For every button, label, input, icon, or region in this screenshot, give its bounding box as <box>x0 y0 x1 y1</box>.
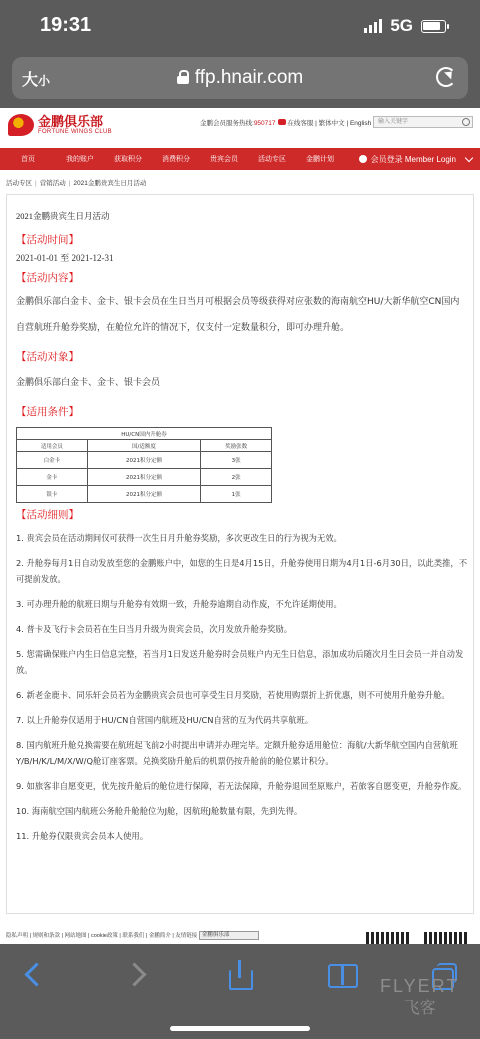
section-rules: 【活动细则】 <box>16 509 79 521</box>
nav-earn-points[interactable]: 获取积分 <box>114 156 142 163</box>
share-icon[interactable] <box>225 962 255 988</box>
rule-item: 6. 新老金鹿卡、同乐轩会员若为金鹏贵宾会员也可享受生日月奖励，若使用购票折上折优惠，则不可使用升舱券升舱。 <box>16 690 450 700</box>
browser-top-chrome <box>0 0 480 108</box>
table-row: 金卡 2021积分定额 2张 <box>17 469 272 486</box>
online-service-link[interactable]: 在线客服 <box>287 120 314 127</box>
rule-item: 5. 您需确保账户内生日信息完整，若当月1日发送升舱券时会员账户内无生日信息，添加成功后随次月生日会员一并自动发放。 <box>16 649 464 675</box>
rule-item: 3. 可办理升舱的航班日期与升舱券有效期一致，升舱券逾期自动作废，不允许延期使用。 <box>16 599 342 609</box>
reader-settings-button[interactable]: 大小 <box>22 71 51 89</box>
site-logo[interactable]: 金鹏俱乐部 FORTUNE WINGS CLUB <box>8 114 112 136</box>
rule-item: 9. 如旅客非自愿变更，优先按升舱后的舱位进行保障，若无法保障，升舱券退回至原账户，若旅客自愿变更，升舱券作废。 <box>16 781 467 791</box>
signal-icon <box>364 19 382 33</box>
chevron-down-icon <box>465 153 473 161</box>
breadcrumb: 活动专区 | 营销活动 | 2021金鹏贵宾生日月活动 <box>6 180 147 187</box>
nav-spend-points[interactable]: 消费积分 <box>162 156 190 163</box>
flyert-watermark: FLYERT 飞客 <box>380 976 460 1017</box>
main-nav <box>0 148 480 170</box>
table-caption: HU/CN国内升舱券 <box>17 428 272 440</box>
rules-list <box>16 530 468 844</box>
section-conditions: 【适用条件】 <box>16 406 79 418</box>
footer-links[interactable]: 隐私声明 | 规则和条款 | 网站地图 | cookie政策 | 联系我们 | 金鹏简介 | 友情链接 <box>6 933 198 939</box>
section-target: 【活动对象】 <box>16 351 79 363</box>
browser-toolbar <box>0 944 480 1039</box>
address-bar[interactable] <box>12 57 468 99</box>
nav-promotions[interactable]: 活动专区 <box>258 156 286 163</box>
rule-item: 7. 以上升舱券仅适用于HU/CN自营国内航班及HU/CN自营的互为代码共享航班。 <box>16 715 314 725</box>
nav-home[interactable]: 首页 <box>21 156 35 163</box>
rule-item: 2. 升舱券每月1日自动发放至您的金鹏账户中，如您的生日是4月15日，升舱券使用日期为4月1日-6月30日，以此类推，不可提前发放。 <box>16 558 468 584</box>
breadcrumb-item: 2021金鹏贵宾生日月活动 <box>73 180 147 187</box>
status-time: 19:31 <box>40 14 92 36</box>
url-text[interactable]: ffp.hnair.com <box>12 67 468 89</box>
site-header <box>0 108 480 148</box>
nav-my-account[interactable]: 我的账户 <box>66 156 94 163</box>
target-text: 金鹏俱乐部白金卡、金卡、银卡会员 <box>16 378 161 388</box>
table-header: 奖励张数 <box>201 440 272 452</box>
table-row: 银卡 2021积分定额 1张 <box>17 486 272 503</box>
date-range: 2021-01-01 至 2021-12-31 <box>16 253 114 263</box>
search-input[interactable]: 输入关键字 <box>373 116 473 128</box>
article <box>16 210 468 853</box>
table-row: 白金卡 2021积分定额 3张 <box>17 452 272 469</box>
rule-item: 8. 国内航班升舱兑换需要在航班起飞前2小时提出申请并办理完毕。定额升舱券适用舱位：海航/大新华航空国内自营航班 Y/B/H/K/L/M/X/W/Q舱订座客票。兑换奖励升舱后的机票仍按升舱前的舱位累计积分。 <box>16 740 458 766</box>
network-label: 5G <box>390 16 413 35</box>
rule-item: 10. 海南航空国内航班公务舱升舱舱位为J舱，因航班J舱数量有限，先到先得。 <box>16 806 303 816</box>
breadcrumb-item[interactable]: 营销活动 <box>39 180 66 187</box>
status-indicators <box>364 16 446 36</box>
user-icon <box>359 155 367 163</box>
lock-icon <box>177 70 189 84</box>
content-text: 金鹏俱乐部白金卡、金卡、银卡会员在生日当月可根据会员等级获得对应张数的海南航空HU/大新华航空CN国内自营航班升舱券奖励，在舱位允许的情况下，仅支付一定数量积分，即可办理升舱。 <box>16 297 460 333</box>
home-indicator <box>170 1026 310 1031</box>
bookmarks-icon[interactable] <box>328 962 358 988</box>
forward-icon[interactable] <box>122 962 152 988</box>
language-links[interactable]: 繁体中文 | English <box>318 120 372 127</box>
nav-vip[interactable]: 贵宾会员 <box>210 156 238 163</box>
nav-program[interactable]: 金鹏计划 <box>306 156 334 163</box>
table-header: 适用会员 <box>17 440 88 452</box>
hna-logo-icon <box>8 114 34 136</box>
search-icon[interactable] <box>462 118 470 126</box>
footer-site-select[interactable]: 金鹏俱乐部 <box>199 931 259 940</box>
rule-item: 11. 升舱券仅限贵宾会员本人使用。 <box>16 831 148 841</box>
breadcrumb-item[interactable]: 活动专区 <box>6 180 32 187</box>
reload-icon[interactable] <box>436 67 456 87</box>
rule-item: 4. 普卡及飞行卡会员若在生日当月升级为贵宾会员，次月发放升舱券奖励。 <box>16 624 293 634</box>
reward-table <box>16 427 272 503</box>
section-content: 【活动内容】 <box>16 272 79 284</box>
back-icon[interactable] <box>20 962 50 988</box>
section-time: 【活动时间】 <box>16 234 79 246</box>
top-links: 金鹏会员服务热线:950717 在线客服 | 繁体中文 | English <box>200 120 372 127</box>
member-login-button[interactable]: 会员登录 Member Login <box>359 154 480 165</box>
table-header: 国/适额度 <box>87 440 201 452</box>
chat-icon <box>278 119 286 125</box>
page-title: 2021金鹏贵宾生日月活动 <box>16 211 110 221</box>
rule-item: 1. 贵宾会员在活动期间仅可获得一次生日月升舱券奖励，多次更改生日的行为视为无效。 <box>16 533 342 543</box>
battery-icon <box>421 20 446 33</box>
